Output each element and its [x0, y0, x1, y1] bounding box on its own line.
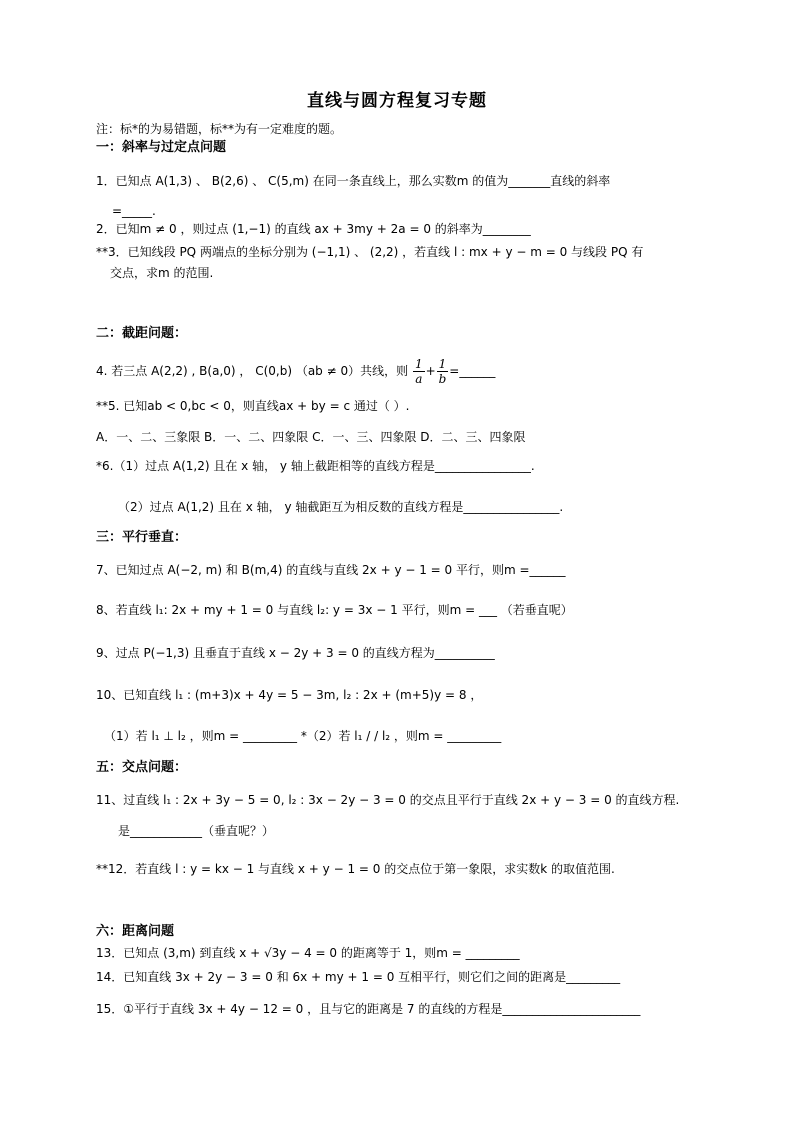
question-3: **3．已知线段 PQ 两端点的坐标分别为 (−1,1) 、 (2,2) ，若直线 l : mx + y − m = 0 与线段 PQ 有	[96, 245, 644, 259]
question-8: 8、若直线 l₁: 2x + my + 1 = 0 与直线 l₂: y = 3x − 1 平行，则m = ___ （若垂直呢）	[96, 603, 573, 617]
question-13: 13．已知点 (3,m) 到直线 x + √3y − 4 = 0 的距离等于 1，则m = _________	[96, 946, 520, 960]
section-heading-parallel: 三：平行垂直：	[96, 530, 188, 545]
question-4-blank: =______	[449, 364, 496, 378]
fraction-1-over-a	[413, 357, 425, 386]
question-1: 1．已知点 A(1,3) 、 B(2,6) 、 C(5,m) 在同一条直线上，那么实数m 的值为_______直线的斜率	[96, 174, 611, 188]
question-11: 11、过直线 l₁ : 2x + 3y − 5 = 0, l₂ : 3x − 2y − 3 = 0 的交点且平行于直线 2x + y − 3 = 0 的直线方程.	[96, 793, 680, 807]
question-2: 2．已知m ≠ 0 ，则过点 (1,−1) 的直线 ax + 3my + 2a = 0 的斜率为________	[96, 222, 531, 236]
question-11-cont: 是____________（垂直呢？）	[118, 824, 275, 838]
denominator: a	[415, 372, 423, 386]
section-heading-intersection: 五：交点问题：	[96, 760, 188, 775]
question-7: 7、已知过点 A(−2, m) 和 B(m,4) 的直线与直线 2x + y − 1 = 0 平行，则m =______	[96, 563, 566, 577]
denominator: b	[438, 372, 447, 386]
question-3-cont: 交点，求m 的范围.	[110, 266, 214, 280]
question-5: **5. 已知ab < 0,bc < 0，则直线ax + by = c 通过（ ）.	[96, 399, 410, 413]
numerator: 1	[414, 357, 423, 371]
page-title: 直线与圆方程复习专题	[307, 91, 487, 111]
question-15: 15．①平行于直线 3x + 4y − 12 = 0 ，且与它的距离是 7 的直线的方程是_______________________	[96, 1002, 641, 1016]
question-12: **12．若直线 l : y = kx − 1 与直线 x + y − 1 = 0 的交点位于第一象限，求实数k 的取值范围.	[96, 862, 615, 876]
question-4	[96, 356, 495, 386]
question-6-part-2: （2）过点 A(1,2) 且在 x 轴， y 轴截距互为相反数的直线方程是________________.	[118, 500, 564, 514]
section-heading-slope: 一：斜率与过定点问题	[96, 140, 227, 155]
question-4-text: 4. 若三点 A(2,2) , B(a,0) ， C(0,b) （ab ≠ 0）共线，则	[96, 364, 409, 378]
question-6-part-1: *6.（1）过点 A(1,2) 且在 x 轴， y 轴上截距相等的直线方程是________________.	[96, 459, 535, 473]
numerator: 1	[438, 357, 447, 371]
question-5-options: A．一、二、三象限 B．一、二、四象限 C．一、三、四象限 D．二、三、四象限	[96, 430, 526, 444]
plus-sign: +	[425, 364, 436, 378]
question-1-cont: =_____.	[112, 204, 156, 218]
question-9: 9、过点 P(−1,3) 且垂直于直线 x − 2y + 3 = 0 的直线方程为__________	[96, 646, 495, 660]
fraction-1-over-b	[437, 357, 449, 386]
question-14: 14．已知直线 3x + 2y − 3 = 0 和 6x + my + 1 = 0 互相平行，则它们之间的距离是_________	[96, 970, 621, 984]
section-heading-intercept: 二：截距问题：	[96, 326, 188, 341]
question-10: 10、已知直线 l₁ : (m+3)x + 4y = 5 − 3m, l₂ : 2x + (m+5)y = 8 ，	[96, 688, 483, 702]
section-heading-distance: 六：距离问题	[96, 924, 175, 939]
question-10-parts: （1）若 l₁ ⊥ l₂ ，则m = _________ *（2）若 l₁ / / l₂ ，则m = _________	[104, 729, 502, 743]
note: 注：标*的为易错题，标**为有一定难度的题。	[96, 122, 343, 136]
